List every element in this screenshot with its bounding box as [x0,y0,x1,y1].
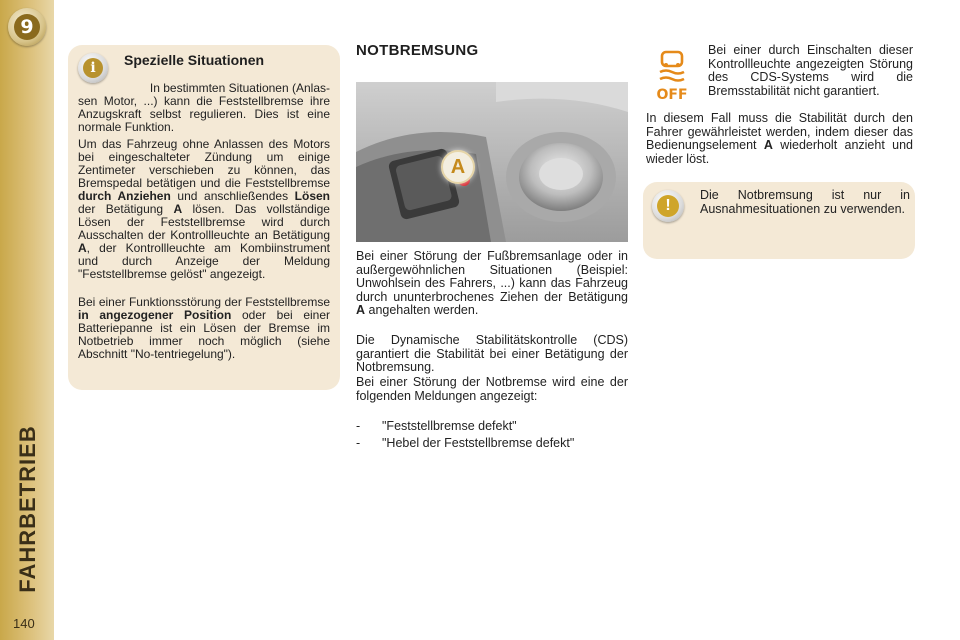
svg-text:OFF: OFF [656,87,688,102]
esp-off-warning-icon [652,50,692,102]
right-paragraph-1: Bei einer durch Einschalten dieser Kontrollleuchte angezeigten Störung des CDS-Systems wird die Bremsstabilität nicht garantiert. [708,43,913,98]
warning-icon: ! [652,190,684,222]
info-icon: i [78,53,108,83]
emergency-paragraph-2: Die Dynamische Stabilitätskontrolle (CDS) garantiert die Stabilität bei einer Betätigung der Notbremsung. [356,333,628,375]
message-list-item: - "Hebel der Feststellbremse defekt" [356,436,575,450]
special-paragraph-3: Bei einer Funktionsstörung der Feststellbremse in angezogener Position oder bei einer Batteriepanne ist ein Lösen der Bremse im Notbetrieb immer noch möglich (siehe Abschnitt "No-tentriegelung"). [78,295,331,361]
chapter-badge [8,8,46,46]
section-title [4,425,52,598]
chapter-number: 9 [14,14,40,40]
chapter-sidebar [0,0,54,640]
warning-note-text: Die Notbremsung ist nur in Ausnahmesituationen zu verwenden. [700,188,910,216]
section-title-text: FAHRBETRIEB [15,425,40,593]
page-number: 140 [13,616,35,631]
emergency-paragraph-3: Bei einer Störung der Notbremse wird eine der folgenden Meldungen angezeigt: [356,375,628,403]
callout-a-marker: A [441,150,475,184]
emergency-paragraph-1: Bei einer Störung der Fußbremsanlage oder in außergewöhnlichen Situationen (Beispiel: Unwohlsein des Fahrers, ...) kann das Fahrzeug durch ununterbrochenes Ziehen der Betätigung A angehalten werden. [356,249,628,318]
right-paragraph-2: In diesem Fall muss die Stabilität durch den Fahrer gewährleistet werden, indem dieser das Bedienungselement A wiederholt anzieht und wieder löst. [646,111,913,166]
parking-brake-illustration [356,82,628,242]
emergency-braking-title: NOTBREMSUNG [356,42,479,59]
parking-brake-photo [356,82,628,242]
special-paragraph-2: Um das Fahrzeug ohne Anlassen des Motors bei eingeschalteter Zündung um einige Zentimeter verschieben zu können, das Bremspedal betätigen und die Feststellbremse durch Anziehen und anschließendes Lösen der Betätigung A lösen. Das vollständige Lösen der Feststellbremse wird durch Ausschalten der Kontrollleuchte an Betätigung A, der Kontrollleuchte am Kombiinstrument und durch Anzeige der Meldung "Feststellbremse gelöst" angezeigt. [78,137,331,281]
special-situations-title: Spezielle Situationen [124,52,265,68]
message-list-item: - "Feststellbremse defekt" [356,419,517,433]
message-list [356,418,628,452]
special-paragraph-1-first-line: In bestimmten Situationen (Anlas- [149,81,330,95]
special-paragraph-1: sen Motor, ...) kann die Feststellbremse ihre Anzugskraft selbst regulieren. Dies ist eine normale Funktion. [78,94,330,134]
